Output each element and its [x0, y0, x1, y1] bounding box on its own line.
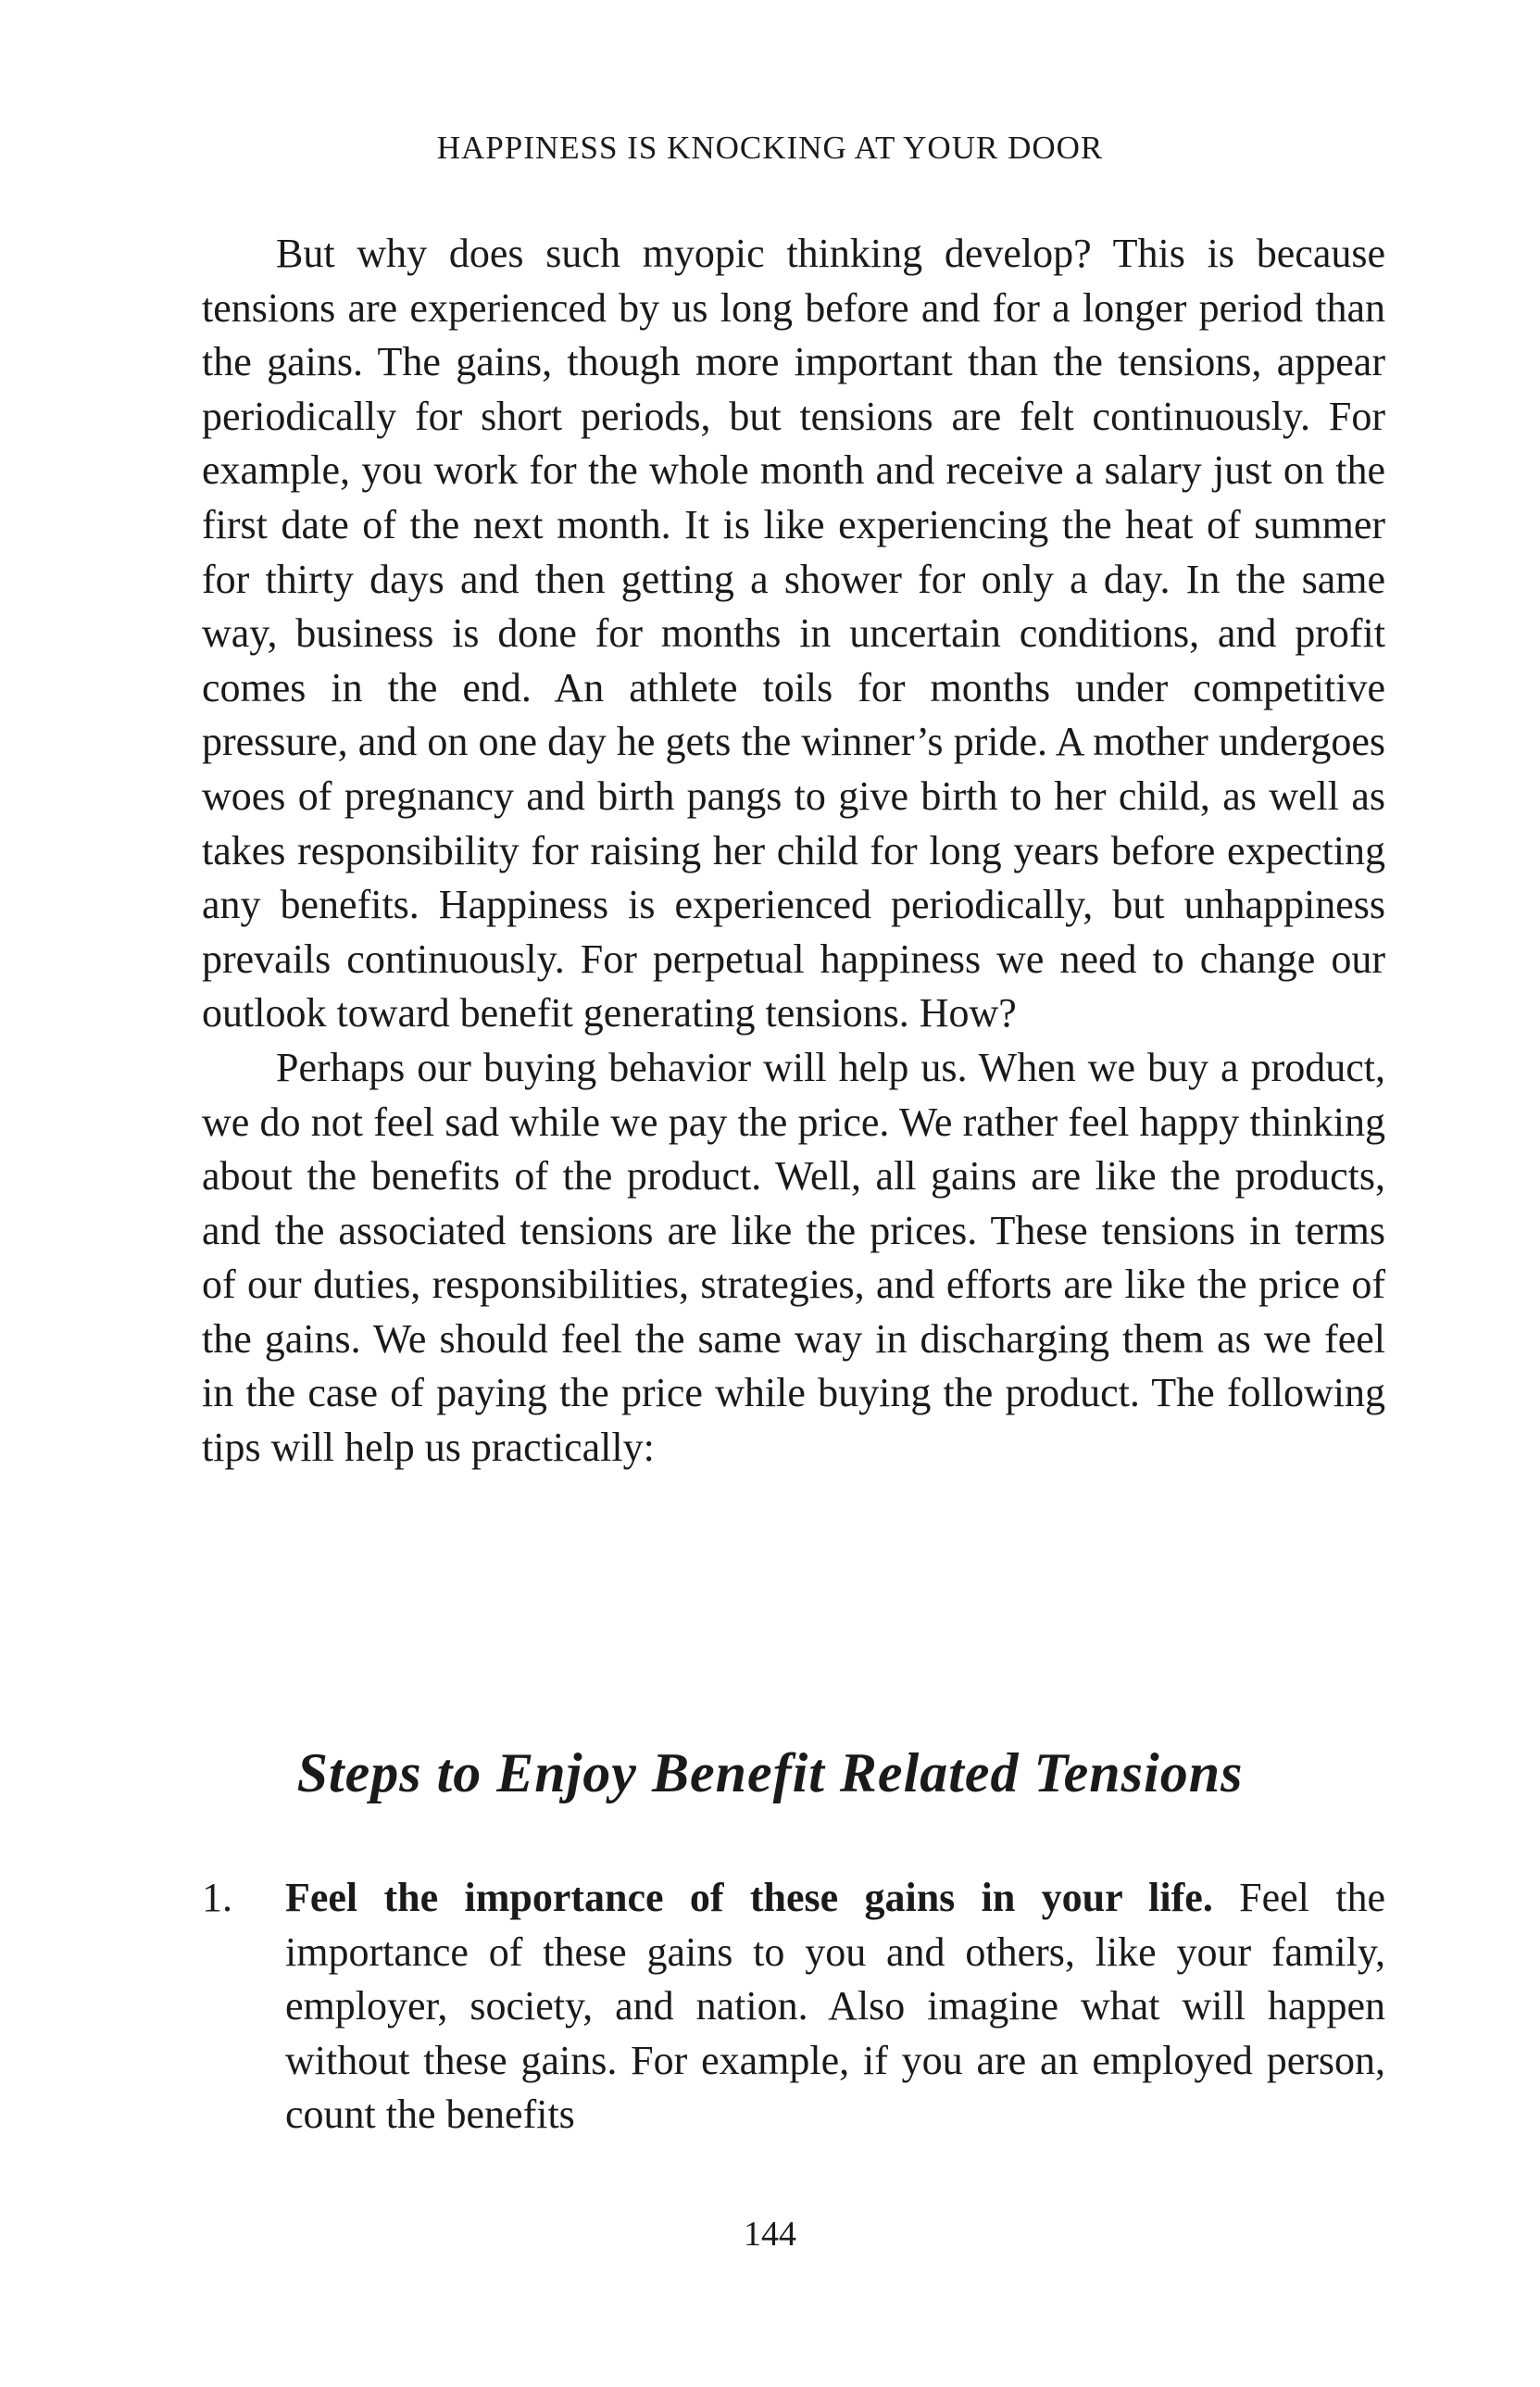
body-text	[202, 227, 1385, 1476]
steps-list	[202, 1871, 1385, 2142]
step-body	[285, 1871, 1385, 2142]
paragraph: Perhaps our buying behavior will help us. When we buy a product, we do not feel sad while we pay the price. We rather feel happy thinking about the benefits of the product. Well, all gains are like the products, and the associated tensions are like the prices. These tensions in terms of our duties, responsibilities, strategies, and efforts are like the price of the gains. We should feel the same way in discharging them as we feel in the case of paying the price while buying the product. The following tips will help us practically:	[202, 1044, 1385, 1471]
running-head: HAPPINESS IS KNOCKING AT YOUR DOOR	[436, 130, 1104, 166]
step-lead: Feel the importance of these gains in your life.	[285, 1875, 1213, 1920]
section-heading: Steps to Enjoy Benefit Related Tensions	[296, 1742, 1244, 1803]
step-text: Feel the importance of these gains to you and others, like your family, employer, society, and nation. Also imagine what will happen without these gains. For example, if you are an employed person, count the benefits	[285, 1875, 1385, 2138]
page-number: 144	[744, 2215, 796, 2254]
step-number: 1.	[202, 1875, 232, 1920]
paragraph: But why does such myopic thinking develop? This is because tensions are experienced by us long before and for a longer period than the gains. The gains, though more important than the tensions, appear periodically for short periods, but tensions are felt continuously. For example, you work for the whole month and receive a salary just on the first date of the next month. It is like experiencing the heat of summer for thirty days and then getting a shower for only a day. In the same way, business is done for months in uncertain conditions, and profit comes in the end. An athlete toils for months under competitive pressure, and on one day he gets the winner’s pride. A mother undergoes woes of pregnancy and birth pangs to give birth to her child, as well as takes responsibility for raising her child for long years before expecting any benefits. Happiness is experienced periodically, but unhappiness prevails continuously. For perpetual happiness we need to change our outlook toward benefit generating tensions. How?	[202, 231, 1385, 1036]
list-item	[202, 1871, 1385, 2142]
